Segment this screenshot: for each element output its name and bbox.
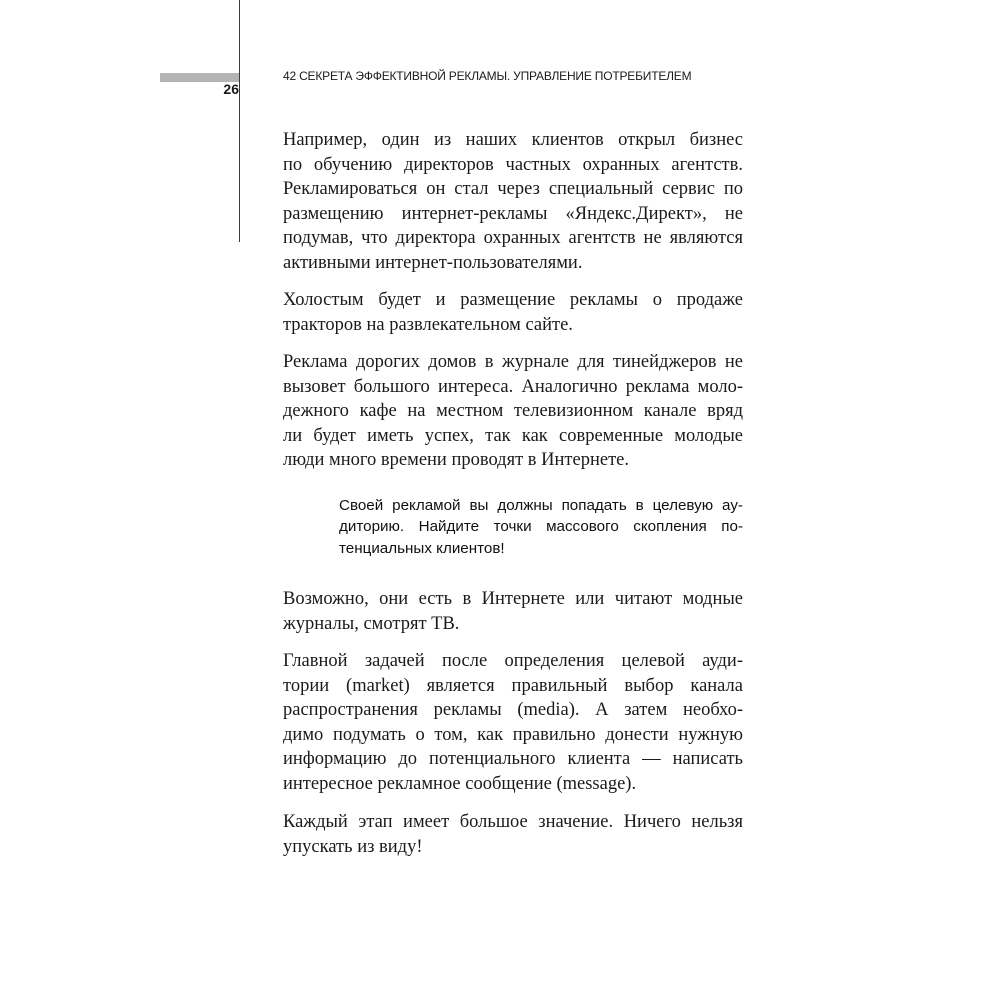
paragraph-line: Рекламироваться он стал через специальный сервис по — [283, 179, 743, 200]
paragraph-line: по обучению директоров частных охранных агентств. — [283, 154, 743, 175]
paragraph-line: упускать из виду! — [283, 836, 423, 857]
paragraph-line: вызовет большого интереса. Аналогично реклама моло- — [283, 376, 743, 397]
paragraph-line: тории (market) является правильный выбор канала — [283, 675, 743, 696]
paragraph-2 — [283, 288, 743, 337]
paragraph-line: ли будет иметь успех, так как современные молодые — [283, 425, 743, 446]
callout-line: тенциальных клиентов! — [339, 539, 505, 557]
paragraph-line: активными интернет-пользователями. — [283, 252, 583, 273]
paragraph-5 — [283, 649, 743, 797]
paragraph-line: Возможно, они есть в Интернете или читают модные — [283, 589, 743, 609]
paragraph-line: димо подумать о том, как правильно донести нужную — [283, 724, 743, 745]
paragraph-line: информацию до потенциального клиента — написать — [283, 749, 743, 770]
margin-rule — [239, 0, 240, 242]
paragraph-6 — [283, 810, 743, 859]
callout-box — [339, 495, 743, 559]
paragraph-line: Каждый этап имеет большое значение. Ничего нельзя — [283, 812, 743, 832]
paragraph-line: размещению интернет-рекламы «Яндекс.Директ», не — [283, 203, 743, 224]
running-title: 42 СЕКРЕТА ЭФФЕКТИВНОЙ РЕКЛАМЫ. УПРАВЛЕНИЕ ПОТРЕБИТЕЛЕМ — [283, 69, 692, 83]
page-number: 26 — [223, 81, 239, 97]
paragraph-line: Холостым будет и размещение рекламы о продаже — [283, 290, 743, 310]
callout-line: диторию. Найдите точки массового скопления по- — [339, 518, 743, 536]
paragraph-line: Реклама дорогих домов в журнале для тинейджеров не — [283, 352, 743, 372]
paragraph-1 — [283, 128, 743, 276]
paragraph-3 — [283, 350, 743, 473]
paragraph-line: журналы, смотрят ТВ. — [283, 613, 460, 634]
paragraph-line: Например, один из наших клиентов открыл бизнес — [283, 130, 743, 150]
paragraph-line: интересное рекламное сообщение (message). — [283, 773, 637, 794]
paragraph-line: распространения рекламы (media). А затем необхо- — [283, 700, 743, 721]
paragraph-line: люди много времени проводят в Интернете. — [283, 450, 630, 471]
paragraph-4 — [283, 587, 743, 636]
paragraph-line: дежного кафе на местном телевизионном канале вряд — [283, 401, 743, 422]
paragraph-line: Главной задачей после определения целевой ауди- — [283, 651, 743, 671]
paragraph-line: подумав, что директора охранных агентств не являются — [283, 228, 743, 249]
callout-line: Своей рекламой вы должны попадать в целевую ау- — [339, 497, 743, 514]
paragraph-line: тракторов на развлекательном сайте. — [283, 314, 573, 335]
